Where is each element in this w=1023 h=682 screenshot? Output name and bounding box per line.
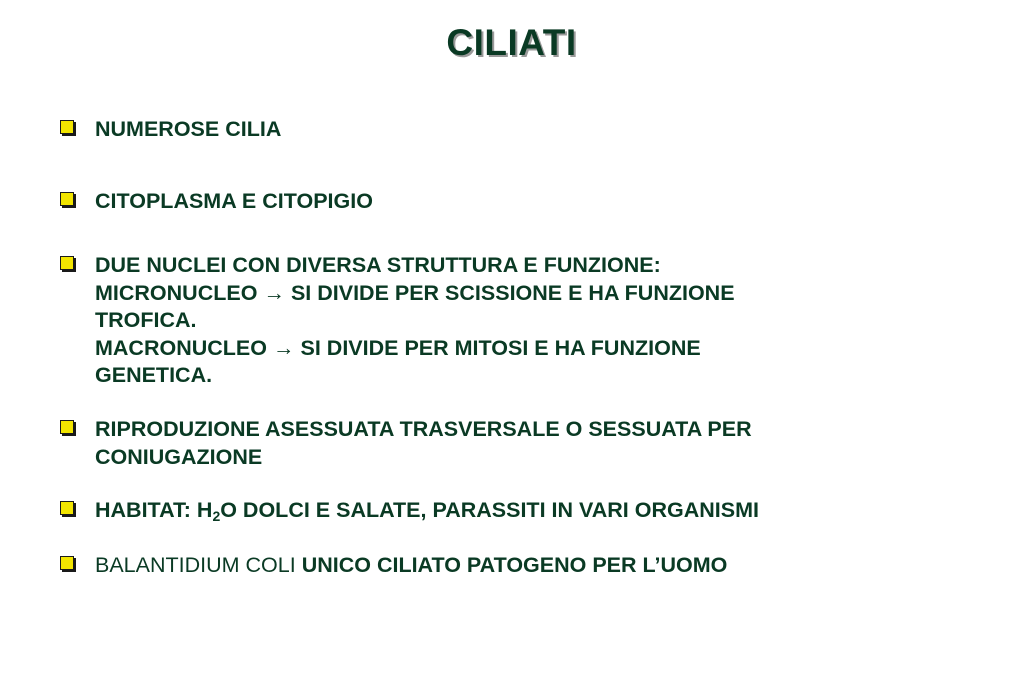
bullet-text xyxy=(95,116,935,144)
bullet-line: CONIUGAZIONE xyxy=(95,444,263,469)
bullet-line: RIPRODUZIONE ASESSUATA TRASVERSALE O SESSUATA PER xyxy=(95,417,752,441)
micronucleo-label: MICRONUCLEO xyxy=(95,280,258,305)
bullet-text xyxy=(95,552,935,580)
square-bullet-icon xyxy=(60,420,74,434)
bullet-line xyxy=(95,497,935,525)
micronucleo-desc: SI DIVIDE PER SCISSIONE E HA FUNZIONE xyxy=(290,280,735,305)
right-arrow-icon: → xyxy=(273,335,295,360)
bullet-line: DUE NUCLEI CON DIVERSA STRUTTURA E FUNZIONE: xyxy=(95,253,661,277)
bullet-line: CITOPLASMA E CITOPIGIO xyxy=(95,189,373,213)
square-bullet-icon xyxy=(60,501,74,515)
square-bullet-icon xyxy=(60,256,74,270)
species-name: BALANTIDIUM COLI xyxy=(95,553,296,577)
square-bullet-icon xyxy=(60,120,74,134)
slide-title: CILIATI xyxy=(446,22,577,63)
bullet-text xyxy=(95,497,935,525)
bullet-line: NUMEROSE CILIA xyxy=(95,117,282,141)
macronucleo-label: MACRONUCLEO xyxy=(95,335,267,360)
bullet-text xyxy=(95,188,935,216)
bullet-line xyxy=(95,552,935,580)
habitat-text: HABITAT: H xyxy=(95,498,213,522)
macronucleo-desc: SI DIVIDE PER MITOSI E HA FUNZIONE xyxy=(300,335,701,360)
bullet-text xyxy=(95,252,935,390)
bullet-line xyxy=(95,280,935,308)
bullet-line: GENETICA. xyxy=(95,363,213,387)
subscript-2: 2 xyxy=(212,508,221,524)
habitat-text: O DOLCI E SALATE, PARASSITI IN VARI ORGANISMI xyxy=(220,498,759,522)
bullet-line xyxy=(95,335,935,363)
bullet-text xyxy=(95,416,935,471)
square-bullet-icon xyxy=(60,556,74,570)
species-desc: UNICO CILIATO PATOGENO PER L’UOMO xyxy=(301,553,728,577)
bullet-line: TROFICA. xyxy=(95,308,197,332)
square-bullet-icon xyxy=(60,192,74,206)
right-arrow-icon: → xyxy=(263,280,285,305)
